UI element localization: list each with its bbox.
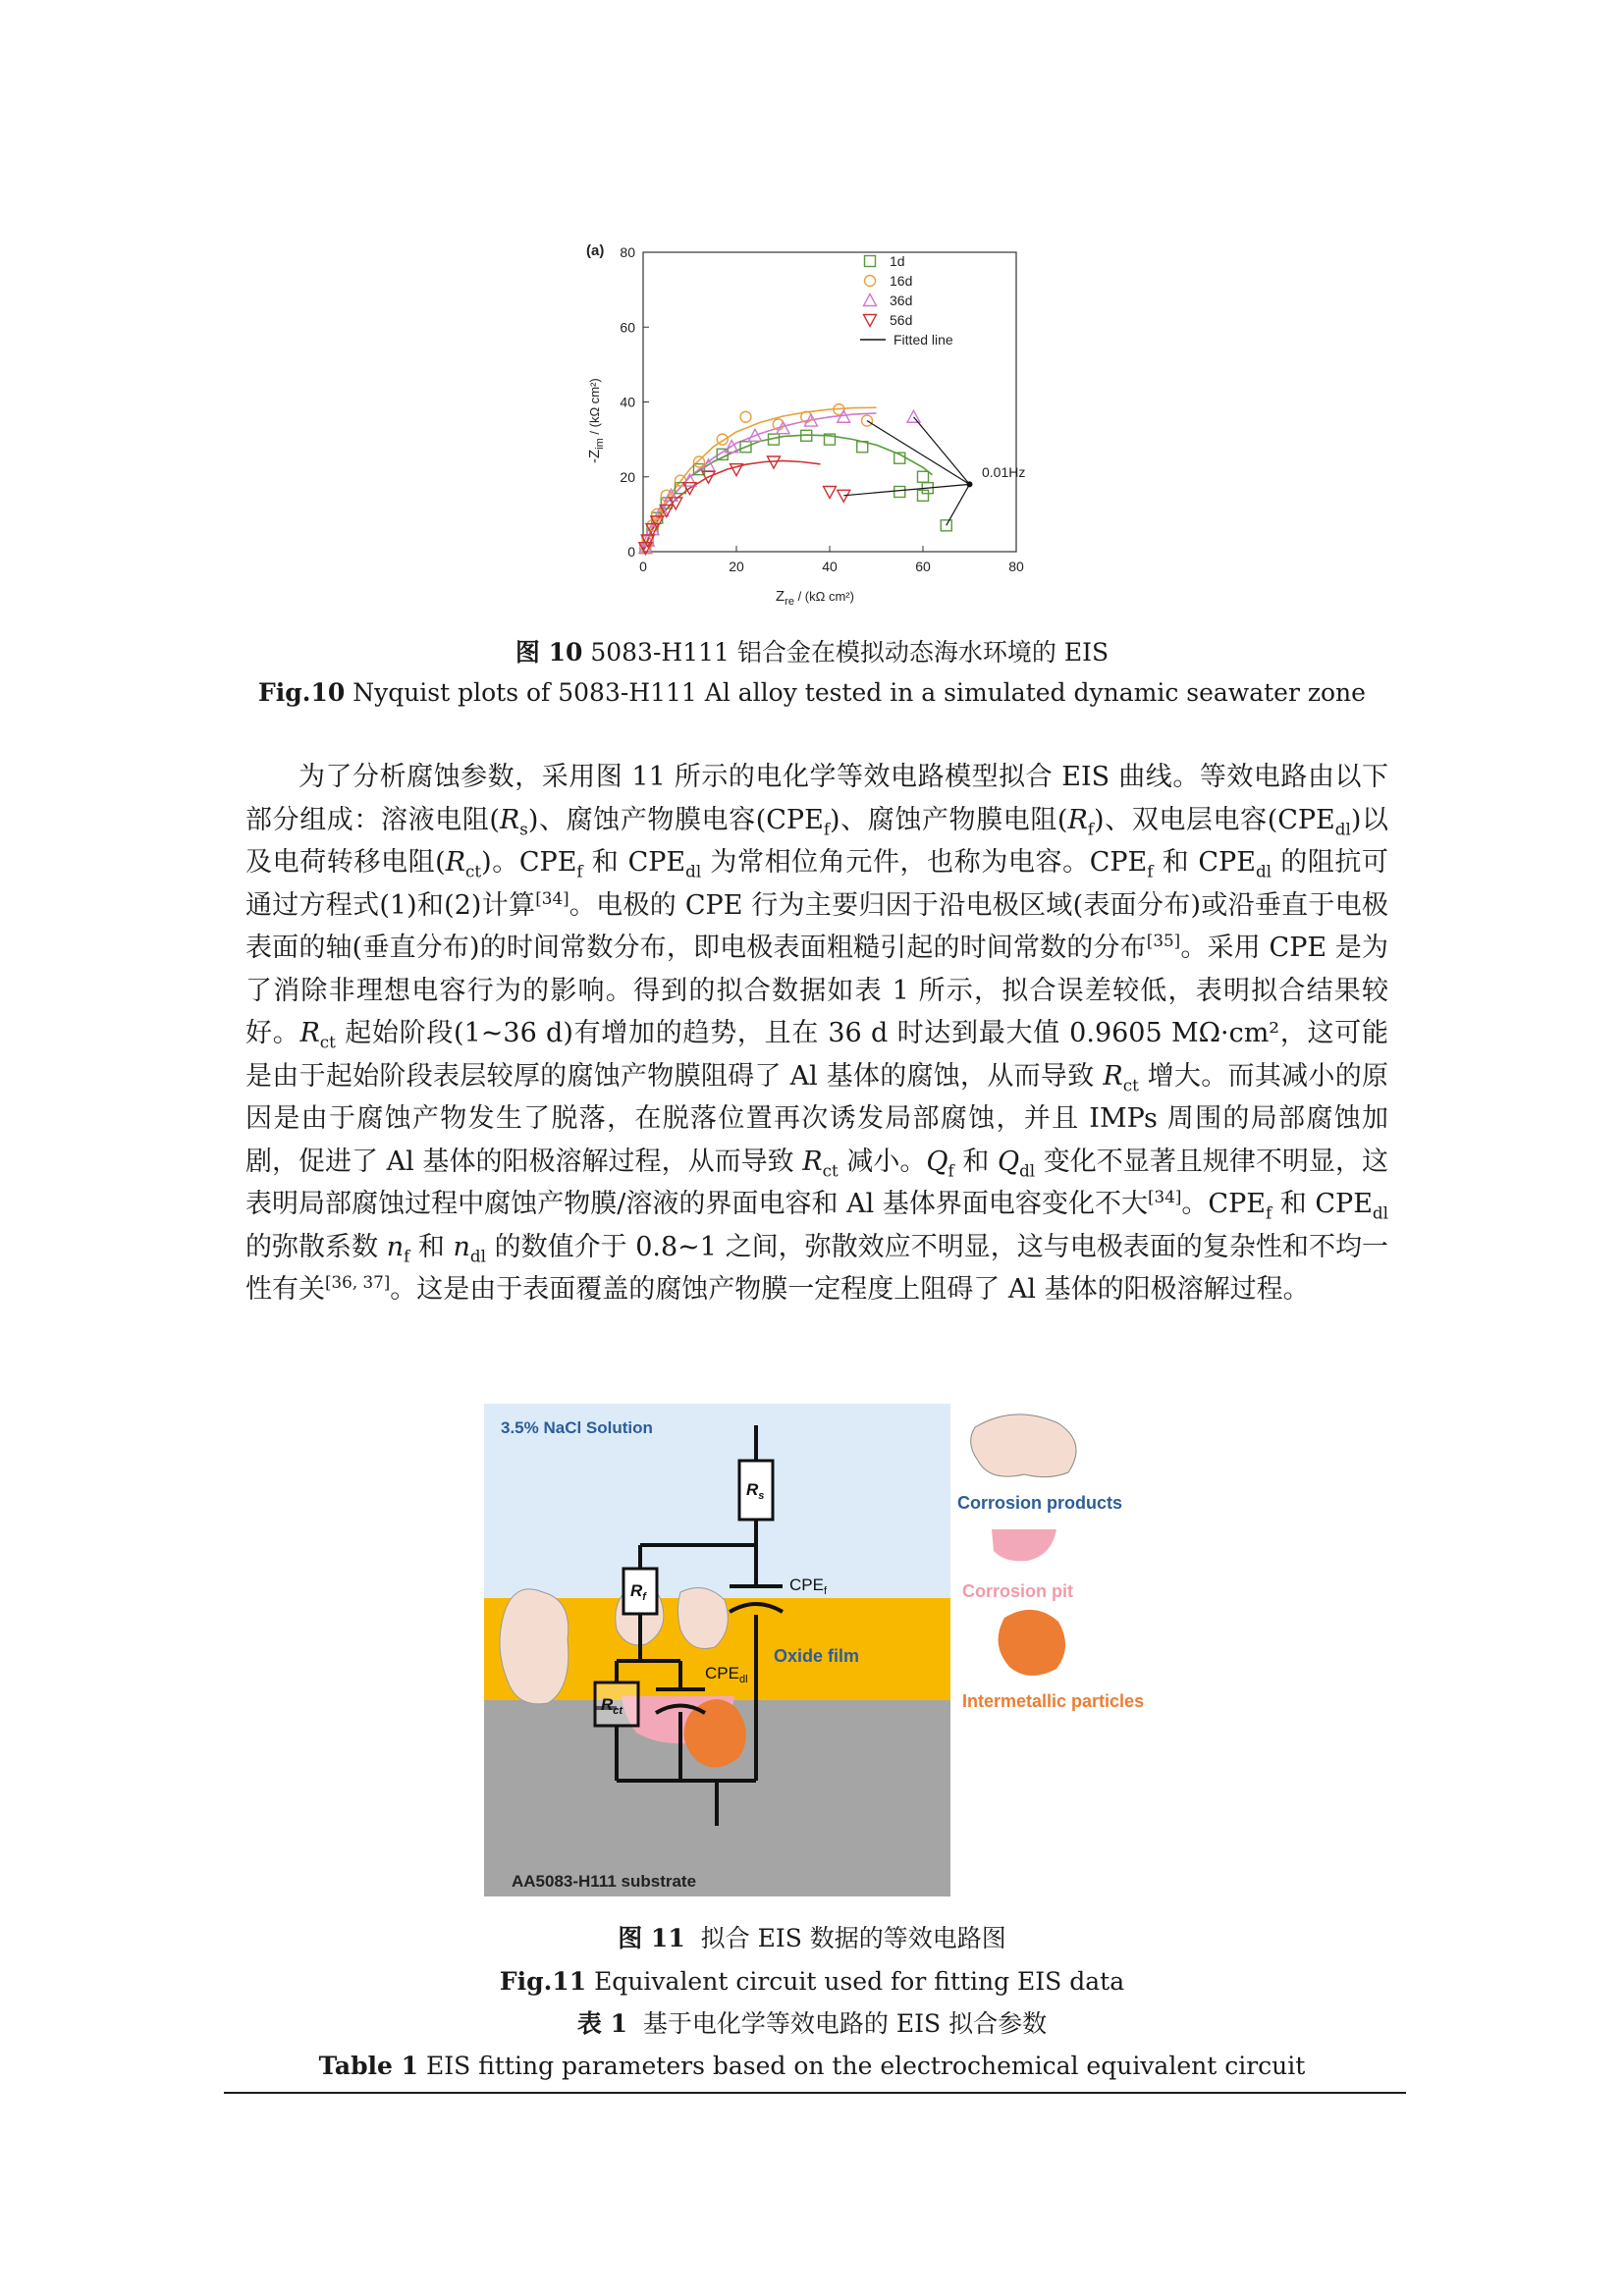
- y-tick-label: 80: [620, 244, 635, 260]
- figure11-caption-en: Fig.11 Equivalent circuit used for fitting EIS data: [499, 1967, 1125, 1996]
- point-1d: [918, 490, 929, 501]
- legend-label: 36d: [890, 293, 913, 308]
- annotation-arrow: [843, 484, 969, 495]
- annotation-arrow: [914, 417, 970, 485]
- legend-label: 16d: [890, 273, 913, 289]
- solution-label: 3.5% NaCl Solution: [501, 1418, 653, 1437]
- x-tick-label: 20: [729, 559, 744, 574]
- point-36d: [907, 410, 920, 422]
- legend-corrosion-pit: Corrosion pit: [962, 1581, 1073, 1601]
- nyquist-chart: [569, 236, 1041, 609]
- x-tick-label: 80: [1008, 559, 1024, 574]
- y-tick-label: 40: [620, 394, 635, 410]
- y-tick-label: 0: [627, 544, 635, 560]
- legend-label: Fitted line: [893, 332, 953, 347]
- legend-marker-56d: [864, 315, 877, 327]
- y-axis-label: $-Z_{im} / (k\Omega$ cm²): [586, 378, 606, 463]
- annotation-label: 0.01Hz: [982, 464, 1026, 480]
- point-1d: [894, 487, 905, 498]
- annotation-arrow: [867, 421, 970, 485]
- label-rs: $R_s$: [746, 1480, 765, 1502]
- figure10-caption-cn: 图 10 5083-H111 铝合金在模拟动态海水环境的 EIS: [514, 638, 1110, 667]
- label-cpedl: $CPE_{dl}$: [705, 1664, 748, 1685]
- axis-ticks: [620, 244, 1024, 574]
- oxide-label: Oxide film: [774, 1646, 860, 1666]
- x-tick-label: 60: [915, 559, 931, 574]
- label-rf: $R_f$: [630, 1581, 646, 1603]
- table1-caption-en: Table 1 EIS fitting parameters based on the electrochemical equivalent circuit: [318, 2052, 1306, 2080]
- table1-caption-cn: 表 1 基于电化学等效电路的 EIS 拟合参数: [576, 2009, 1048, 2038]
- legend-marker-36d: [864, 294, 877, 306]
- figure11-caption-cn: 图 11 拟合 EIS 数据的等效电路图: [618, 1924, 1006, 1952]
- point-56d: [824, 487, 837, 499]
- point-1d: [918, 471, 929, 482]
- x-tick-label: 0: [639, 559, 647, 574]
- legend-marker-16d: [865, 276, 876, 287]
- point-16d: [694, 456, 705, 467]
- x-tick-label: 40: [822, 559, 838, 574]
- substrate-label: AA5083-H111 substrate: [512, 1872, 697, 1891]
- annotation-arrows: [843, 417, 972, 526]
- panel-label: (a): [586, 242, 605, 259]
- x-axis-label: $Z_{re} / (k\Omega$ cm²): [776, 588, 854, 608]
- legend-corrosion-pit-shape: [992, 1529, 1056, 1561]
- legend-marker-1d: [865, 256, 876, 267]
- annotation-point: [967, 481, 973, 487]
- corrosion-product-left: [500, 1589, 568, 1704]
- legend-corrosion-products: Corrosion products: [957, 1493, 1123, 1513]
- legend-corrosion-product-shape: [971, 1415, 1076, 1477]
- data-points: [639, 404, 951, 555]
- point-16d: [740, 411, 751, 422]
- fit-line-56d: [643, 460, 821, 552]
- figure10-caption-en: Fig.10 Nyquist plots of 5083-H111 Al alloy tested in a simulated dynamic seawater zone: [258, 678, 1366, 707]
- fit-line-16d: [643, 407, 877, 552]
- legend: [860, 253, 953, 347]
- body-paragraph: 为了分析腐蚀参数，采用图 11 所示的电化学等效电路模型拟合 EIS 曲线。等效电路由以下部分组成：溶液电阻$(R_s)$、腐蚀产物膜电容$(CPE_f)$、腐蚀产物膜电阻$(R_f)$、双电层电容$(CPE_{dl})$以及电荷转移电阻$(R_{ct})$。$CPE_f$ 和 $CPE_{dl}$ 为常相位角元件，也称为电容。$CPE_f$ 和 $CPE_{dl}$ 的阻抗可通过方程式(1)和(2)计算[34]。电极的 CPE 行为主要归因于沿电极区域(表面分布)或沿垂直于电极表面的轴(垂直分布)的时间常数分布，即电极表面粗糙引起的时间常数的分布[35]。采用 CPE 是为了消除非理想电容行为的影响。得到的拟合数据如表 1 所示，拟合误差较低，表明拟合结果较好。$R_{ct}$ 起始阶段(1~36 d)有增加的趋势，且在 36 d 时达到最大值 0.9605 MΩ·cm²，这可能是由于起始阶段表层较厚的腐蚀产物膜阻碍了 Al 基体的腐蚀，从而导致 $R_{ct}$ 增大。而其减小的原因是由于腐蚀产物发生了脱落，在脱落位置再次诱发局部腐蚀，并且 IMPs 周围的局部腐蚀加剧，促进了 Al 基体的阳极溶解过程，从而导致 $R_{ct}$ 减小。$Q_f$ 和 $Q_{dl}$ 变化不显著且规律不明显，这表明局部腐蚀过程中腐蚀产物膜/溶液的界面电容和 Al 基体界面电容变化不大[34]。$CPE_f$ 和 $CPE_{dl}$ 的弥散系数 $n_f$ 和 $n_{dl}$ 的数值介于 0.8~1 之间，弥散效应不明显，这与电极表面的复杂性和不均一性有关[36, 37]。这是由于表面覆盖的腐蚀产物膜一定程度上阻碍了 Al 基体的阳极溶解过程。: [245, 762, 1388, 1305]
- annotation-arrow: [947, 484, 970, 525]
- plot-frame: [643, 252, 1016, 552]
- legend-intermetallic-shape: [999, 1610, 1065, 1676]
- label-rct: $R_{ct}$: [601, 1695, 623, 1717]
- legend-label: 56d: [890, 312, 913, 328]
- legend-label: 1d: [890, 253, 905, 269]
- y-tick-label: 20: [620, 468, 635, 485]
- corrosion-product-center-right: [678, 1588, 729, 1649]
- point-56d: [838, 490, 850, 502]
- equivalent-circuit-figure: [479, 1404, 1186, 1904]
- table-top-rule: [224, 2092, 1406, 2094]
- legend-intermetallic: Intermetallic particles: [962, 1691, 1145, 1711]
- label-cpef: $CPE_f$: [789, 1575, 828, 1597]
- y-tick-label: 60: [620, 319, 635, 336]
